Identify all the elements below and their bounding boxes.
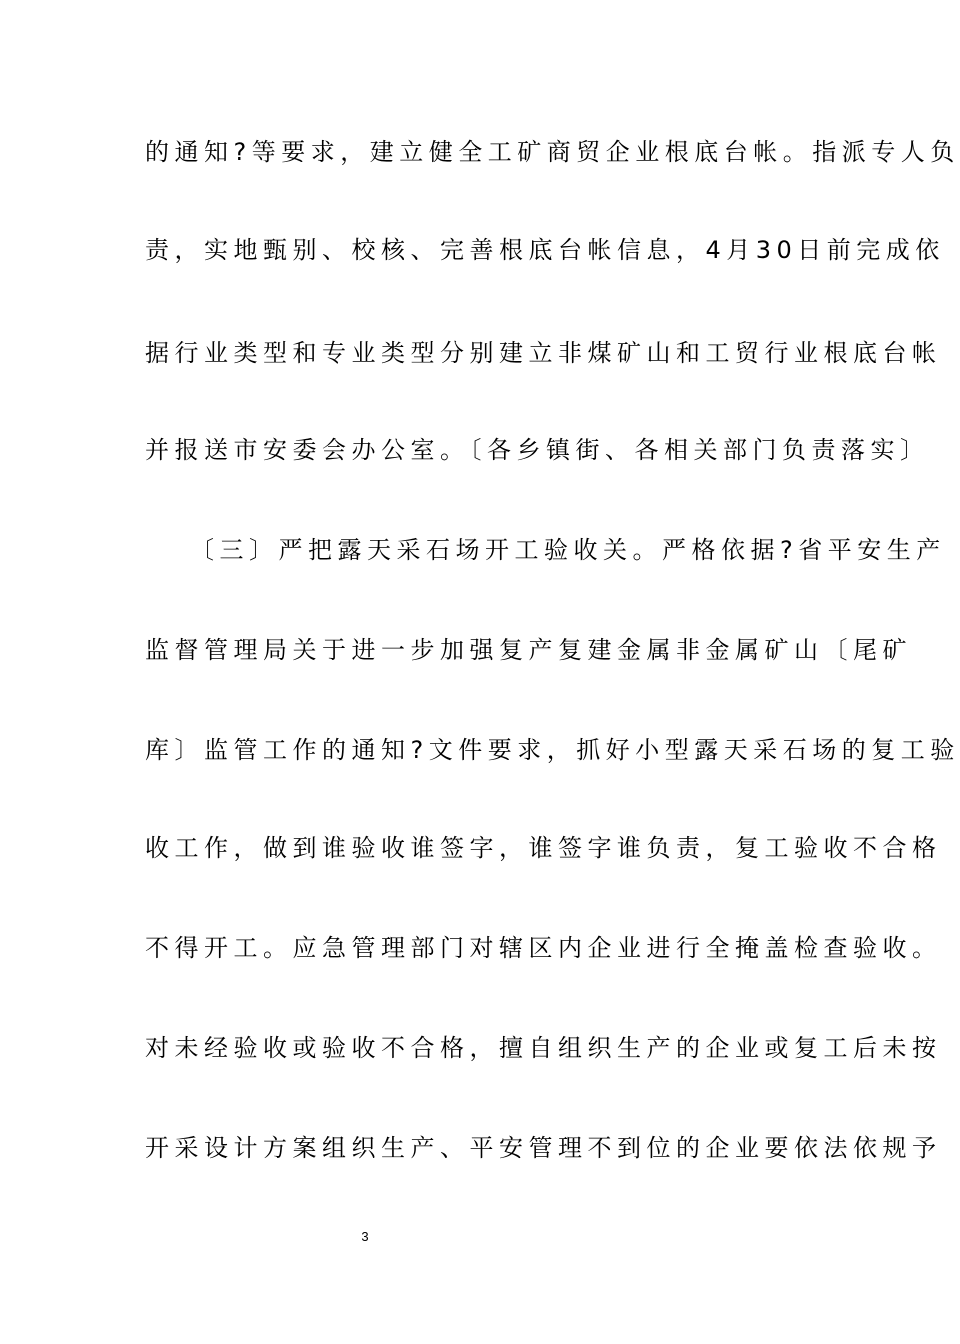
text-line: 并报送市安委会办公室。〔各乡镇街、各相关部门负责落实〕 (145, 436, 930, 464)
text-line: 开采设计方案组织生产、平安管理不到位的企业要依法依规予 (145, 1134, 942, 1162)
text-line: 不得开工。应急管理部门对辖区内企业进行全掩盖检查验收。 (145, 934, 942, 962)
text-line: 收工作，做到谁验收谁签字，谁签字谁负责，复工验收不合格 (145, 834, 942, 862)
text-line: 对未经验收或验收不合格，擅自组织生产的企业或复工后未按 (145, 1034, 942, 1062)
paragraph-start-line: 〔三〕严把露天采石场开工验收关。严格依据?省平安生产 (190, 536, 946, 564)
page-number: 3 (361, 1229, 369, 1244)
text-line: 的通知?等要求，建立健全工矿商贸企业根底台帐。指派专人负 (145, 138, 960, 166)
text-line: 监督管理局关于进一步加强复产复建金属非金属矿山〔尾矿 (145, 636, 912, 664)
text-line: 据行业类型和专业类型分别建立非煤矿山和工贸行业根底台帐 (145, 339, 942, 367)
text-line: 库〕监管工作的通知?文件要求，抓好小型露天采石场的复工验 (145, 736, 960, 764)
text-line: 责，实地甄别、校核、完善根底台帐信息，4月30日前完成依 (145, 236, 945, 264)
